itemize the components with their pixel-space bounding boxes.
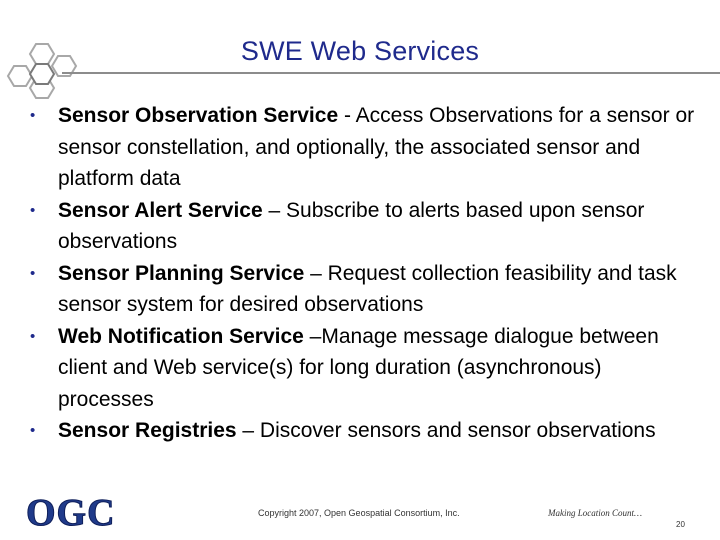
bullet-text: –Manage message dialogue between client and Web service(s) for long duration (asynchronous) processes [58, 324, 659, 411]
bullet-item [28, 100, 698, 195]
bullet-text: – Subscribe to alerts based upon sensor observations [58, 198, 645, 253]
bullet-text: - Access Observations for a sensor or sensor constellation, and optionally, the associated sensor and platform data [58, 104, 695, 190]
title-divider [62, 72, 720, 74]
bullet-marker: • [30, 201, 36, 219]
bullet-term: Sensor Observation Service [58, 104, 339, 127]
bullet-marker: • [30, 264, 36, 282]
page-number: 20 [676, 520, 685, 529]
bullet-term: Sensor Alert Service [58, 198, 263, 222]
bullet-term: Web Notification Service [58, 324, 304, 348]
bullet-list [28, 100, 698, 447]
bullet-term: Sensor Registries [58, 419, 237, 442]
bullet-item [28, 195, 698, 258]
bullet-marker: • [30, 107, 36, 124]
copyright-notice: Copyright 2007, Open Geospatial Consortium, Inc. [258, 508, 460, 518]
ogc-logo-text: OGC [26, 492, 116, 530]
bullet-item [28, 258, 698, 321]
bullet-text: – Discover sensors and sensor observations [236, 419, 656, 442]
bullet-marker: • [30, 422, 36, 439]
slide-title: SWE Web Services [240, 36, 480, 66]
bullet-text: – Request collection feasibility and task sensor system for desired observations [58, 261, 677, 316]
bullet-item [28, 415, 698, 447]
ogc-logo [26, 492, 128, 530]
tagline: Making Location Count… [548, 508, 642, 518]
bullet-marker: • [30, 327, 36, 345]
bullet-term: Sensor Planning Service [58, 261, 305, 285]
bullet-item [28, 321, 698, 416]
